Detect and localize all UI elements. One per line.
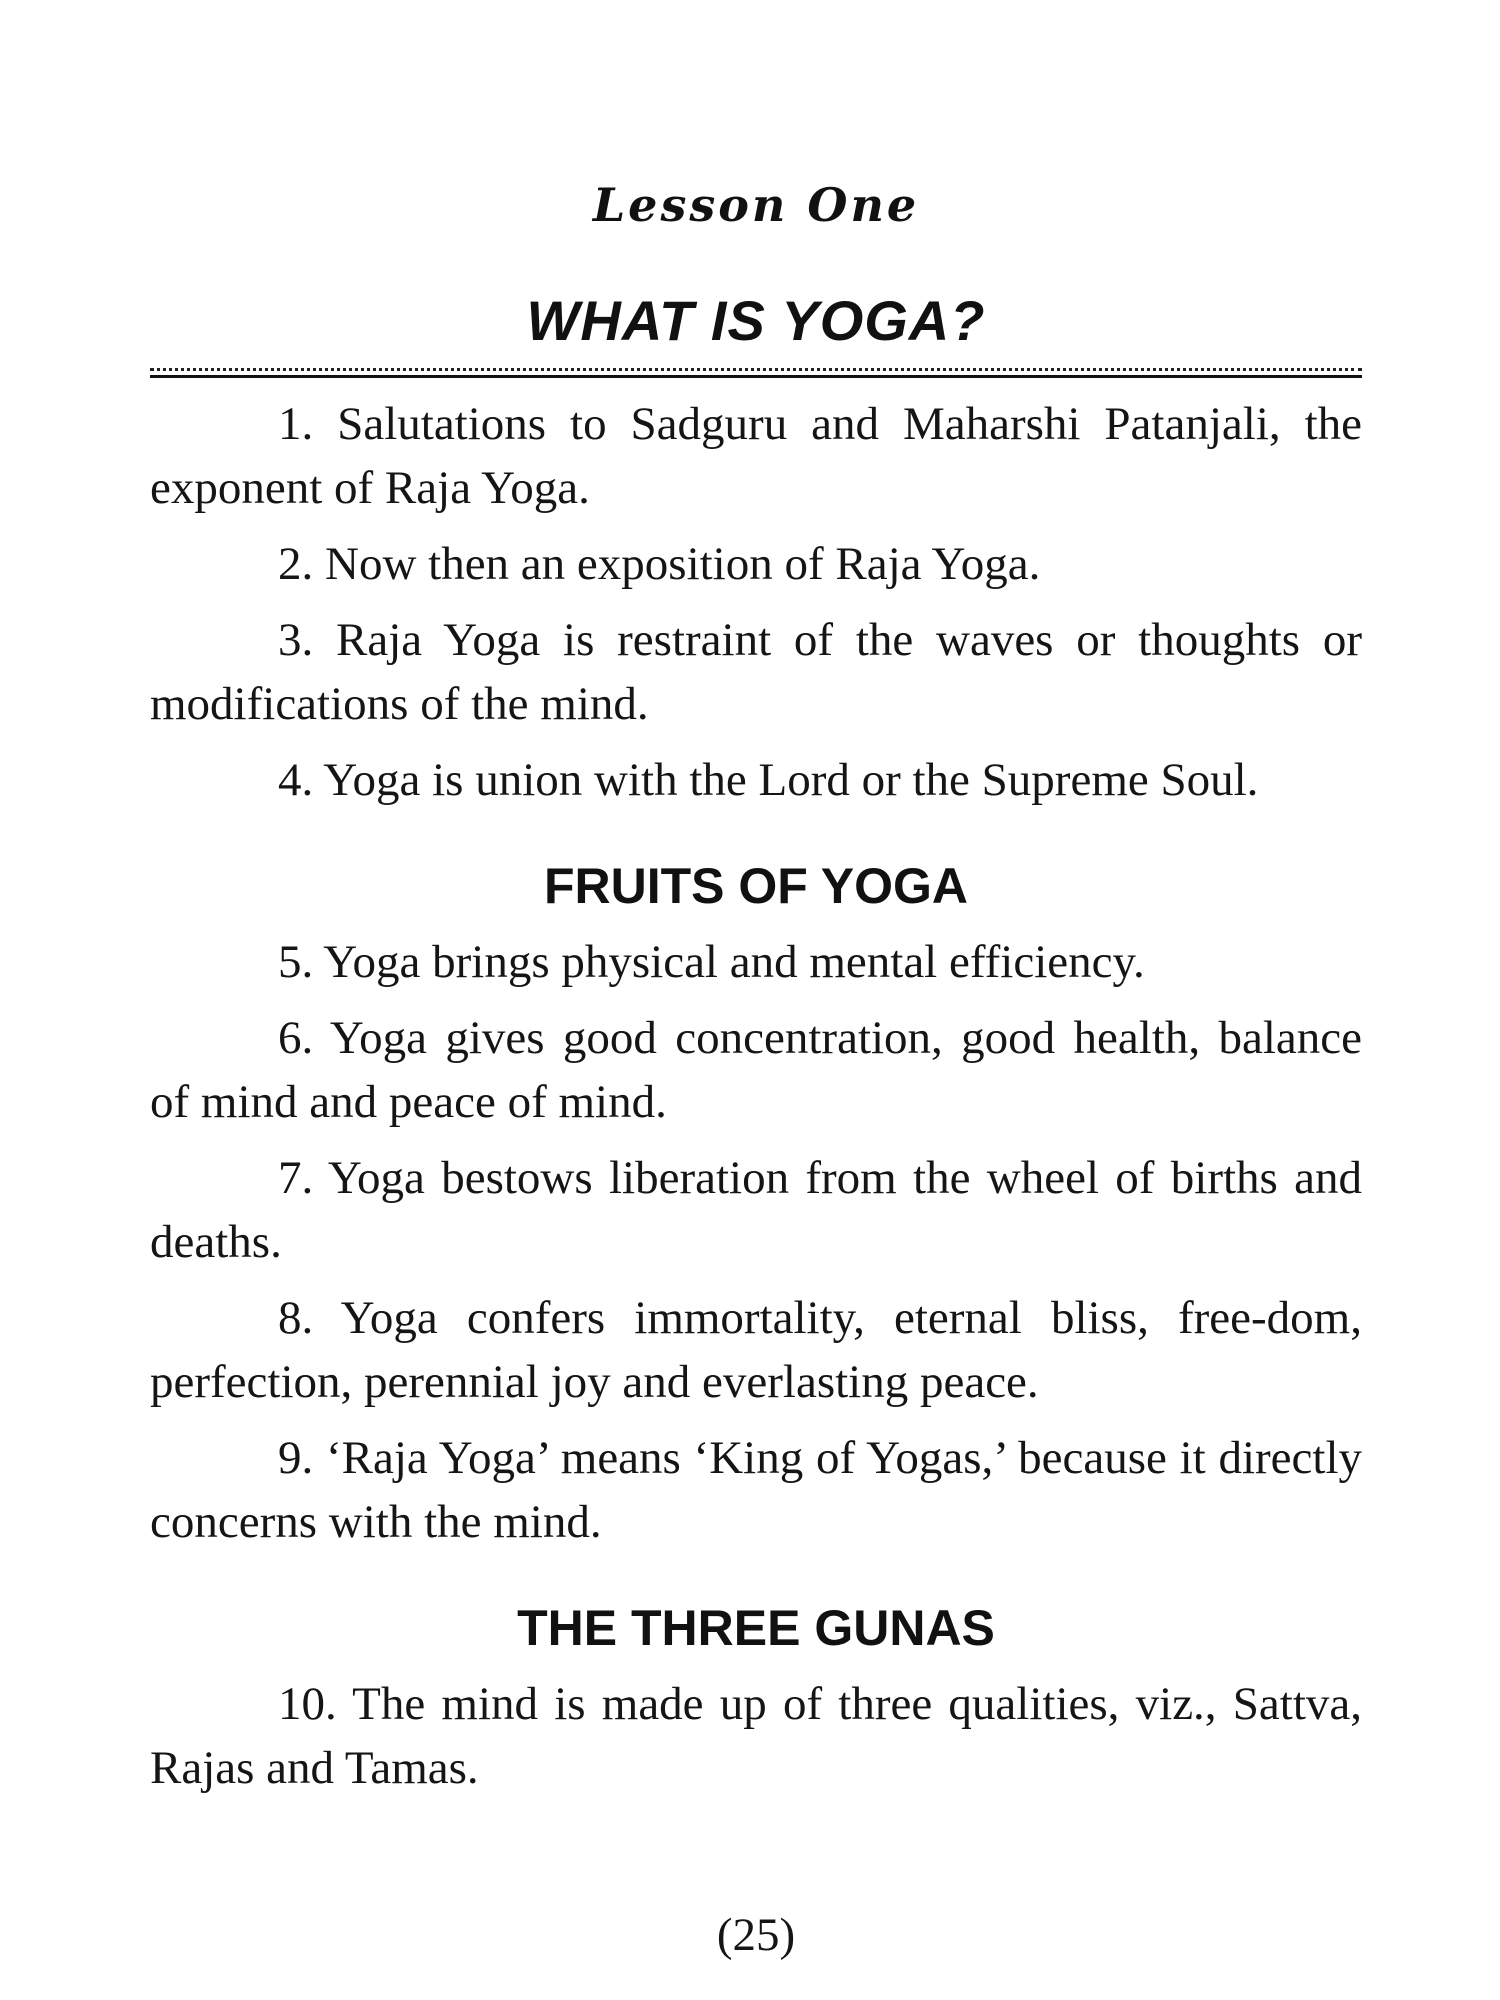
- paragraph-6: 6. Yoga gives good concentration, good health, balance of mind and peace of mind.: [150, 1012, 1362, 1128]
- paragraph-8: 8. Yoga confers immortality, eternal bliss, free-dom, perfection, perennial joy and everlasting peace.: [150, 1292, 1362, 1408]
- paragraph-7: 7. Yoga bestows liberation from the wheel of births and deaths.: [150, 1152, 1362, 1268]
- paragraph-10: 10. The mind is made up of three qualities, viz., Sattva, Rajas and Tamas.: [150, 1678, 1362, 1794]
- paragraph-9: 9. ‘Raja Yoga’ means ‘King of Yogas,’ because it directly concerns with the mind.: [150, 1432, 1362, 1548]
- dotted-rule: [150, 368, 1362, 371]
- section-heading-gunas: THE THREE GUNAS: [517, 1600, 995, 1656]
- section-heading-fruits: FRUITS OF YOGA: [543, 858, 969, 914]
- book-page: [150, 0, 1362, 2000]
- paragraph-3: 3. Raja Yoga is restraint of the waves or thoughts or modifications of the mind.: [150, 614, 1362, 730]
- lesson-label: Lesson One: [592, 178, 920, 232]
- paragraph-1: 1. Salutations to Sadguru and Maharshi Patanjali, the exponent of Raja Yoga.: [150, 398, 1362, 514]
- paragraph-5: 5. Yoga brings physical and mental efficiency.: [278, 936, 1145, 988]
- paragraph-4: 4. Yoga is union with the Lord or the Supreme Soul.: [278, 754, 1259, 806]
- solid-rule: [150, 375, 1362, 378]
- lesson-body: [150, 392, 1362, 1812]
- paragraph-2: 2. Now then an exposition of Raja Yoga.: [278, 538, 1041, 590]
- page-number: (25): [716, 1909, 796, 1961]
- page-title: WHAT IS YOGA?: [526, 289, 986, 352]
